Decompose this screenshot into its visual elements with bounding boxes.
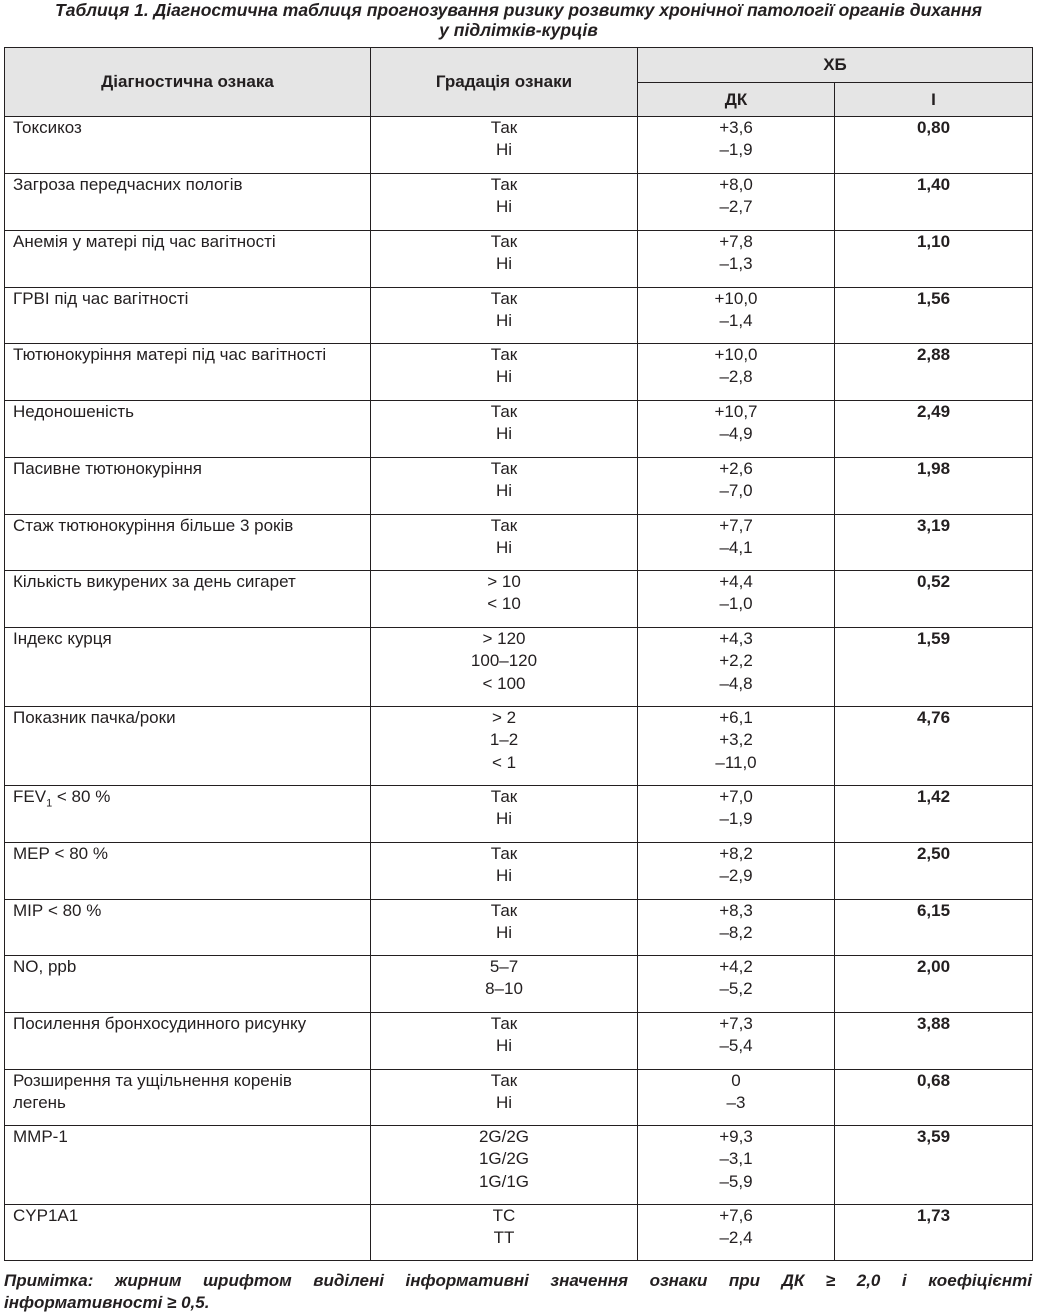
sign-label: Пасивне тютюнокуріння bbox=[13, 459, 202, 478]
cell-gradation bbox=[371, 174, 638, 231]
informativeness-value: 3,88 bbox=[916, 1014, 951, 1033]
header-group-xb: ХБ bbox=[638, 48, 1033, 83]
dk-value: –5,2 bbox=[719, 979, 753, 999]
cell-dk bbox=[638, 231, 835, 288]
gradation-value: < 1 bbox=[491, 752, 517, 772]
gradation-value: Ні bbox=[495, 1036, 513, 1056]
sign-label: CYP1A1 bbox=[13, 1206, 79, 1225]
gradation-value: Ні bbox=[495, 538, 513, 558]
cell-dk bbox=[638, 628, 835, 707]
cell-gradation bbox=[371, 1013, 638, 1070]
sign-label: MMP-1 bbox=[13, 1127, 68, 1146]
cell-gradation bbox=[371, 786, 638, 843]
dk-value: +7,8 bbox=[719, 232, 753, 251]
dk-value: 0 bbox=[731, 1071, 741, 1090]
gradation-value: 1G/1G bbox=[478, 1171, 530, 1191]
table-body bbox=[5, 117, 1033, 1261]
dk-value: +8,3 bbox=[719, 901, 753, 920]
gradation-value: 100–120 bbox=[470, 651, 538, 671]
gradation-value: 2G/2G bbox=[478, 1127, 530, 1146]
informativeness-value: 1,42 bbox=[916, 787, 951, 806]
dk-value: –1,9 bbox=[719, 140, 753, 160]
gradation-value: Так bbox=[490, 289, 518, 308]
cell-gradation bbox=[371, 344, 638, 401]
gradation-value: Ні bbox=[495, 254, 513, 274]
table-row bbox=[5, 1070, 1033, 1126]
sign-label: Анемія у матері під час вагітності bbox=[13, 232, 276, 251]
cell-gradation bbox=[371, 843, 638, 900]
dk-value: –4,1 bbox=[719, 538, 753, 558]
gradation-value: Ні bbox=[495, 1093, 513, 1113]
cell-diagnostic-sign bbox=[5, 1126, 371, 1205]
cell-informativeness bbox=[835, 117, 1033, 174]
informativeness-value: 0,80 bbox=[916, 118, 951, 137]
gradation-value: Ні bbox=[495, 809, 513, 829]
cell-diagnostic-sign bbox=[5, 1070, 371, 1126]
cell-gradation bbox=[371, 900, 638, 956]
table-title-line-2: у підлітків-курців bbox=[439, 20, 598, 40]
sign-label: Тютюнокуріння матері під час вагітності bbox=[13, 345, 327, 364]
cell-informativeness bbox=[835, 231, 1033, 288]
informativeness-value: 2,88 bbox=[916, 345, 951, 364]
dk-value: +8,0 bbox=[719, 175, 753, 194]
cell-informativeness bbox=[835, 786, 1033, 843]
header-gradation: Градація ознаки bbox=[371, 48, 638, 117]
dk-value: –2,4 bbox=[719, 1228, 753, 1248]
cell-diagnostic-sign bbox=[5, 1013, 371, 1070]
cell-informativeness bbox=[835, 1126, 1033, 1205]
cell-informativeness bbox=[835, 900, 1033, 956]
table-row bbox=[5, 117, 1033, 174]
dk-value: +3,6 bbox=[719, 118, 753, 137]
cell-diagnostic-sign bbox=[5, 707, 371, 786]
header-dk: ДК bbox=[638, 83, 835, 117]
informativeness-value: 1,56 bbox=[916, 289, 951, 308]
cell-informativeness bbox=[835, 458, 1033, 515]
gradation-value: Так bbox=[490, 118, 518, 137]
cell-dk bbox=[638, 401, 835, 458]
gradation-value: Ні bbox=[495, 481, 513, 501]
informativeness-value: 1,59 bbox=[916, 629, 951, 648]
cell-diagnostic-sign bbox=[5, 117, 371, 174]
cell-informativeness bbox=[835, 1070, 1033, 1126]
cell-gradation bbox=[371, 956, 638, 1013]
cell-diagnostic-sign bbox=[5, 786, 371, 843]
cell-diagnostic-sign bbox=[5, 174, 371, 231]
cell-gradation bbox=[371, 117, 638, 174]
informativeness-value: 0,68 bbox=[916, 1071, 951, 1090]
cell-informativeness bbox=[835, 288, 1033, 344]
sign-label: легень bbox=[13, 1093, 66, 1113]
dk-value: –8,2 bbox=[719, 923, 753, 943]
table-title-line-1: Таблиця 1. Діагностична таблиця прогнозування ризику розвитку хронічної патології органів дихання bbox=[55, 0, 982, 20]
sign-label: Загроза передчасних пологів bbox=[13, 175, 243, 194]
sign-text: FEV bbox=[13, 787, 47, 806]
sign-label: МІР < 80 % bbox=[13, 901, 102, 920]
informativeness-value: 4,76 bbox=[916, 708, 951, 727]
table-header bbox=[5, 48, 1033, 117]
gradation-value: Ні bbox=[495, 424, 513, 444]
cell-informativeness bbox=[835, 571, 1033, 628]
dk-value: +7,0 bbox=[719, 787, 753, 806]
dk-value: –3 bbox=[726, 1093, 746, 1113]
dk-value: +4,2 bbox=[719, 957, 753, 976]
table-row bbox=[5, 174, 1033, 231]
dk-value: +2,6 bbox=[719, 459, 753, 478]
table-row bbox=[5, 628, 1033, 707]
gradation-value: > 120 bbox=[482, 629, 526, 648]
gradation-value: < 100 bbox=[482, 673, 526, 693]
cell-diagnostic-sign bbox=[5, 231, 371, 288]
gradation-value: Так bbox=[490, 1014, 518, 1033]
gradation-value: Так bbox=[490, 345, 518, 364]
cell-informativeness bbox=[835, 956, 1033, 1013]
cell-dk bbox=[638, 956, 835, 1013]
dk-value: +6,1 bbox=[719, 708, 753, 727]
gradation-value: > 2 bbox=[491, 708, 517, 727]
cell-gradation bbox=[371, 231, 638, 288]
sign-label: Кількість викурених за день сигарет bbox=[13, 572, 296, 591]
cell-dk bbox=[638, 571, 835, 628]
gradation-value: Так bbox=[490, 844, 518, 863]
gradation-value: Так bbox=[490, 175, 518, 194]
dk-value: –1,3 bbox=[719, 254, 753, 274]
sign-label: Посилення бронхосудинного рисунку bbox=[13, 1014, 307, 1033]
cell-gradation bbox=[371, 288, 638, 344]
dk-value: –2,8 bbox=[719, 367, 753, 387]
cell-diagnostic-sign bbox=[5, 956, 371, 1013]
dk-value: +7,7 bbox=[719, 516, 753, 535]
gradation-value: Ні bbox=[495, 197, 513, 217]
dk-value: +9,3 bbox=[719, 1127, 753, 1146]
table-row bbox=[5, 1013, 1033, 1070]
table-row bbox=[5, 843, 1033, 900]
gradation-value: Так bbox=[490, 1071, 518, 1090]
dk-value: –1,0 bbox=[719, 594, 753, 614]
gradation-value: Ні bbox=[495, 140, 513, 160]
cell-dk bbox=[638, 1070, 835, 1126]
informativeness-value: 3,59 bbox=[916, 1127, 951, 1146]
cell-dk bbox=[638, 843, 835, 900]
dk-value: +10,0 bbox=[714, 345, 758, 364]
dk-value: –7,0 bbox=[719, 481, 753, 501]
table-row bbox=[5, 344, 1033, 401]
gradation-value: < 10 bbox=[487, 594, 521, 614]
sign-label: Стаж тютюнокуріння більше 3 років bbox=[13, 516, 294, 535]
sign-label: Недоношеність bbox=[13, 402, 134, 421]
gradation-value: > 10 bbox=[487, 572, 521, 591]
header-diagnostic-sign: Діагностична ознака bbox=[5, 48, 371, 117]
cell-diagnostic-sign bbox=[5, 1205, 371, 1261]
informativeness-value: 2,00 bbox=[916, 957, 951, 976]
gradation-value: Ні bbox=[495, 866, 513, 886]
dk-value: +7,6 bbox=[719, 1206, 753, 1225]
dk-value: –5,9 bbox=[719, 1171, 753, 1191]
gradation-value: TC bbox=[492, 1206, 516, 1225]
gradation-value: Ні bbox=[495, 367, 513, 387]
cell-informativeness bbox=[835, 707, 1033, 786]
cell-gradation bbox=[371, 1126, 638, 1205]
gradation-value: 8–10 bbox=[485, 979, 523, 999]
diagnostic-table bbox=[4, 47, 1033, 1261]
cell-informativeness bbox=[835, 344, 1033, 401]
cell-gradation bbox=[371, 515, 638, 571]
table-note: Примітка: жирним шрифтом виділені інформативні значення ознаки при ДК ≥ 2,0 і коефіцієнті bbox=[4, 1271, 1032, 1290]
cell-informativeness bbox=[835, 843, 1033, 900]
table-row bbox=[5, 900, 1033, 956]
cell-diagnostic-sign bbox=[5, 843, 371, 900]
dk-value: +3,2 bbox=[719, 730, 753, 750]
table-row bbox=[5, 458, 1033, 515]
gradation-value: Так bbox=[490, 232, 518, 251]
table-row bbox=[5, 1126, 1033, 1205]
cell-dk bbox=[638, 1205, 835, 1261]
gradation-value: Ні bbox=[495, 311, 513, 331]
dk-value: +4,4 bbox=[719, 572, 753, 591]
gradation-value: Так bbox=[490, 459, 518, 478]
cell-gradation bbox=[371, 571, 638, 628]
table-row bbox=[5, 707, 1033, 786]
cell-dk bbox=[638, 117, 835, 174]
cell-dk bbox=[638, 458, 835, 515]
cell-informativeness bbox=[835, 1205, 1033, 1261]
cell-dk bbox=[638, 344, 835, 401]
informativeness-value: 1,40 bbox=[916, 175, 951, 194]
table-note-continued: інформативності ≥ 0,5. bbox=[4, 1293, 210, 1312]
gradation-value: Ні bbox=[495, 923, 513, 943]
table-row bbox=[5, 288, 1033, 344]
table-row bbox=[5, 571, 1033, 628]
cell-dk bbox=[638, 1126, 835, 1205]
cell-diagnostic-sign bbox=[5, 900, 371, 956]
table-row bbox=[5, 956, 1033, 1013]
table-row bbox=[5, 1205, 1033, 1261]
cell-gradation bbox=[371, 1070, 638, 1126]
cell-informativeness bbox=[835, 515, 1033, 571]
cell-dk bbox=[638, 786, 835, 843]
table-row bbox=[5, 515, 1033, 571]
dk-value: –2,9 bbox=[719, 866, 753, 886]
dk-value: –2,7 bbox=[719, 197, 753, 217]
cell-gradation bbox=[371, 458, 638, 515]
cell-dk bbox=[638, 174, 835, 231]
dk-value: –4,8 bbox=[719, 673, 753, 693]
cell-dk bbox=[638, 288, 835, 344]
informativeness-value: 3,19 bbox=[916, 516, 951, 535]
cell-diagnostic-sign bbox=[5, 288, 371, 344]
cell-dk bbox=[638, 900, 835, 956]
gradation-value: Так bbox=[490, 516, 518, 535]
cell-diagnostic-sign bbox=[5, 628, 371, 707]
informativeness-value: 6,15 bbox=[916, 901, 951, 920]
dk-value: –1,4 bbox=[719, 311, 753, 331]
cell-informativeness bbox=[835, 401, 1033, 458]
gradation-value: Так bbox=[490, 787, 518, 806]
cell-dk bbox=[638, 1013, 835, 1070]
dk-value: –3,1 bbox=[719, 1149, 753, 1169]
dk-value: +7,3 bbox=[719, 1014, 753, 1033]
table-row bbox=[5, 786, 1033, 843]
sign-label: Показник пачка/роки bbox=[13, 708, 176, 727]
cell-dk bbox=[638, 707, 835, 786]
cell-gradation bbox=[371, 401, 638, 458]
cell-informativeness bbox=[835, 174, 1033, 231]
cell-diagnostic-sign bbox=[5, 344, 371, 401]
dk-value: +4,3 bbox=[719, 629, 753, 648]
table-row bbox=[5, 401, 1033, 458]
gradation-value: 1G/2G bbox=[478, 1149, 530, 1169]
cell-diagnostic-sign bbox=[5, 401, 371, 458]
cell-informativeness bbox=[835, 1013, 1033, 1070]
dk-value: +10,0 bbox=[714, 289, 758, 308]
dk-value: –4,9 bbox=[719, 424, 753, 444]
gradation-value: TT bbox=[493, 1228, 515, 1248]
dk-value: +10,7 bbox=[714, 402, 758, 421]
gradation-value: 5–7 bbox=[489, 957, 519, 976]
sign-label: Індекс курця bbox=[13, 629, 112, 648]
sign-label bbox=[13, 786, 364, 815]
dk-value: –1,9 bbox=[719, 809, 753, 829]
dk-value: +8,2 bbox=[719, 844, 753, 863]
cell-diagnostic-sign bbox=[5, 571, 371, 628]
header-i: I bbox=[835, 83, 1033, 117]
table-row bbox=[5, 231, 1033, 288]
sign-label: NO, ppb bbox=[13, 957, 77, 976]
sign-label: Токсикоз bbox=[13, 118, 82, 137]
cell-gradation bbox=[371, 628, 638, 707]
dk-value: –5,4 bbox=[719, 1036, 753, 1056]
cell-gradation bbox=[371, 1205, 638, 1261]
sign-label: Розширення та ущільнення коренів bbox=[13, 1071, 292, 1090]
informativeness-value: 2,49 bbox=[916, 402, 951, 421]
gradation-value: Так bbox=[490, 901, 518, 920]
informativeness-value: 1,98 bbox=[916, 459, 951, 478]
informativeness-value: 2,50 bbox=[916, 844, 951, 863]
cell-diagnostic-sign bbox=[5, 515, 371, 571]
cell-dk bbox=[638, 515, 835, 571]
sign-label: МЕР < 80 % bbox=[13, 844, 108, 863]
informativeness-value: 1,73 bbox=[916, 1206, 951, 1225]
sign-text-suffix: < 80 % bbox=[52, 787, 111, 806]
gradation-value: 1–2 bbox=[489, 730, 519, 750]
cell-gradation bbox=[371, 707, 638, 786]
gradation-value: Так bbox=[490, 402, 518, 421]
dk-value: +2,2 bbox=[719, 651, 753, 671]
cell-diagnostic-sign bbox=[5, 458, 371, 515]
dk-value: –11,0 bbox=[715, 752, 757, 772]
sign-label: ГРВІ під час вагітності bbox=[13, 289, 189, 308]
informativeness-value: 1,10 bbox=[916, 232, 951, 251]
sign-subscript: 1 bbox=[46, 797, 53, 810]
table-title bbox=[0, 0, 1037, 40]
informativeness-value: 0,52 bbox=[916, 572, 951, 591]
cell-informativeness bbox=[835, 628, 1033, 707]
